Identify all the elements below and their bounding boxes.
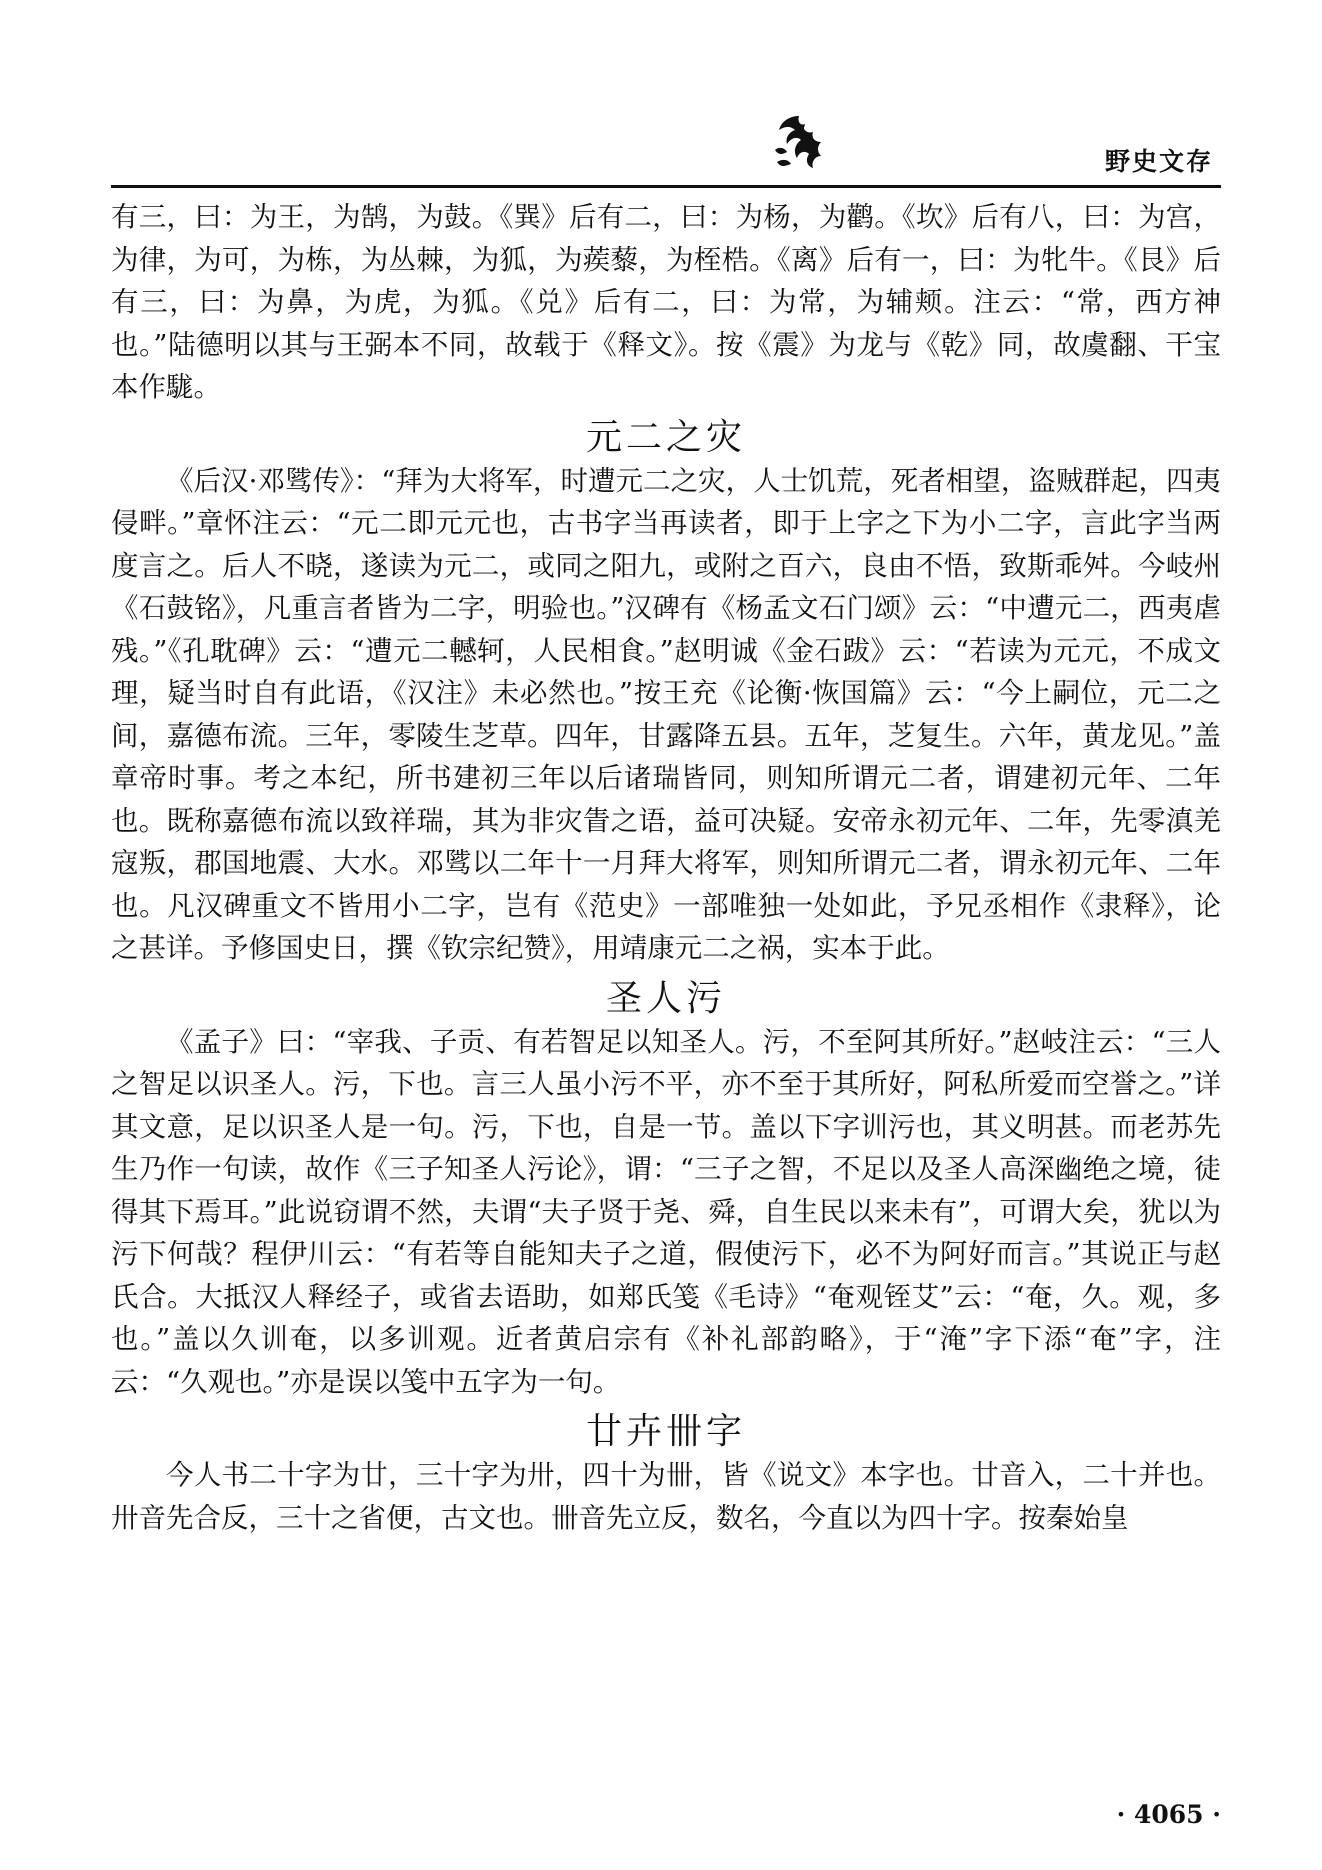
section-title-sheng-ren-wu: 圣人污 [605, 977, 726, 1019]
dragon-emblem-icon [767, 110, 831, 174]
section-paragraph-nian-sa-xi: 今人书二十字为廿，三十字为卅，四十为卌，皆《说文》本字也。廿音入，二十并也。卅音先合反，三十之省便，古文也。卌音先立反，数名，今直以为四十字。按秦始皇 [111, 1459, 1221, 1534]
section-paragraph-sheng-ren-wu: 《孟子》曰：“宰我、子贡、有若智足以知圣人。污，不至阿其所好。”赵岐注云：“三人之智足以识圣人。污，下也。言三人虽小污不平，亦不至于其所好，阿私所爱而空誉之。”详其文意，足以识圣人是一句。污，下也，自是一节。盖以下字训污也，其义明甚。而老苏先生乃作一句读，故作《三子知圣人污论》，谓：“三子之智，不足以及圣人高深幽绝之境，徒得其下焉耳。”此说窃谓不然，夫谓“夫子贤于尧、舜，自生民以来未有”，可谓大矣，犹以为污下何哉？程伊川云：“有若等自能知夫子之道，假使污下，必不为阿好而言。”其说正与赵氏合。大抵汉人释经子，或省去语助，如郑氏笺《毛诗》“奄观铚艾”云：“奄，久。观，多也。”盖以久训奄，以多训观。近者黄启宗有《补礼部韵略》，于“淹”字下添“奄”字，注云：“久观也。”亦是误以笺中五字为一句。 [111, 1025, 1221, 1398]
page-body [111, 196, 1221, 1539]
section-title-yuan-er: 元二之灾 [585, 416, 746, 458]
page-number: · 4065 · [1116, 1800, 1221, 1829]
page-header [111, 108, 1221, 188]
continued-paragraph: 有三，曰：为王，为鹄，为鼓。《巽》后有二，曰：为杨，为鹳。《坎》后有八，曰：为宫，为律，为可，为栋，为丛棘，为狐，为蒺藜，为桎梏。《离》后有一，曰：为牝牛。《艮》后有三，曰：为鼻，为虎，为狐。《兑》后有二，曰：为常，为辅颊。注云：“常，西方神也。”陆德明以其与王弼本不同，故载于《释文》。按《震》为龙与《乾》同，故虞翻、干宝本作駹。 [111, 201, 1221, 403]
section-paragraph-yuan-er: 《后汉·邓骘传》：“拜为大将军，时遭元二之灾，人士饥荒，死者相望，盗贼群起，四夷侵畔。”章怀注云：“元二即元元也，古书字当再读者，即于上字之下为小二字，言此字当两度言之。后人不晓，遂读为元二，或同之阳九，或附之百六，良由不悟，致斯乖舛。今岐州《石鼓铭》，凡重言者皆为二字，明验也。”汉碑有《杨孟文石门颂》云：“中遭元二，西夷虐残。”《孔耽碑》云：“遭元二轗轲，人民相食。”赵明诚《金石跋》云：“若读为元元，不成文理，疑当时自有此语，《汉注》未必然也。”按王充《论衡·恢国篇》云：“今上嗣位，元二之间，嘉德布流。三年，零陵生芝草。四年，甘露降五县。五年，芝复生。六年，黄龙见。”盖章帝时事。考之本纪，所书建初三年以后诸瑞皆同，则知所谓元二者，谓建初元年、二年也。既称嘉德布流以致祥瑞，其为非灾眚之语，益可决疑。安帝永初元年、二年，先零滇羌寇叛，郡国地震、大水。邓骘以二年十一月拜大将军，则知所谓元二者，谓永初元年、二年也。凡汉碑重文不皆用小二字，岂有《范史》一部唯独一处如此，予兄丞相作《隶释》，论之甚详。予修国史日，撰《钦宗纪赞》，用靖康元二之祸，实本于此。 [111, 464, 1221, 964]
series-title: 野史文存 [1104, 147, 1213, 176]
section-title-nian-sa-xi: 廿卉卌字 [585, 1411, 746, 1452]
header-rule [111, 185, 1221, 188]
